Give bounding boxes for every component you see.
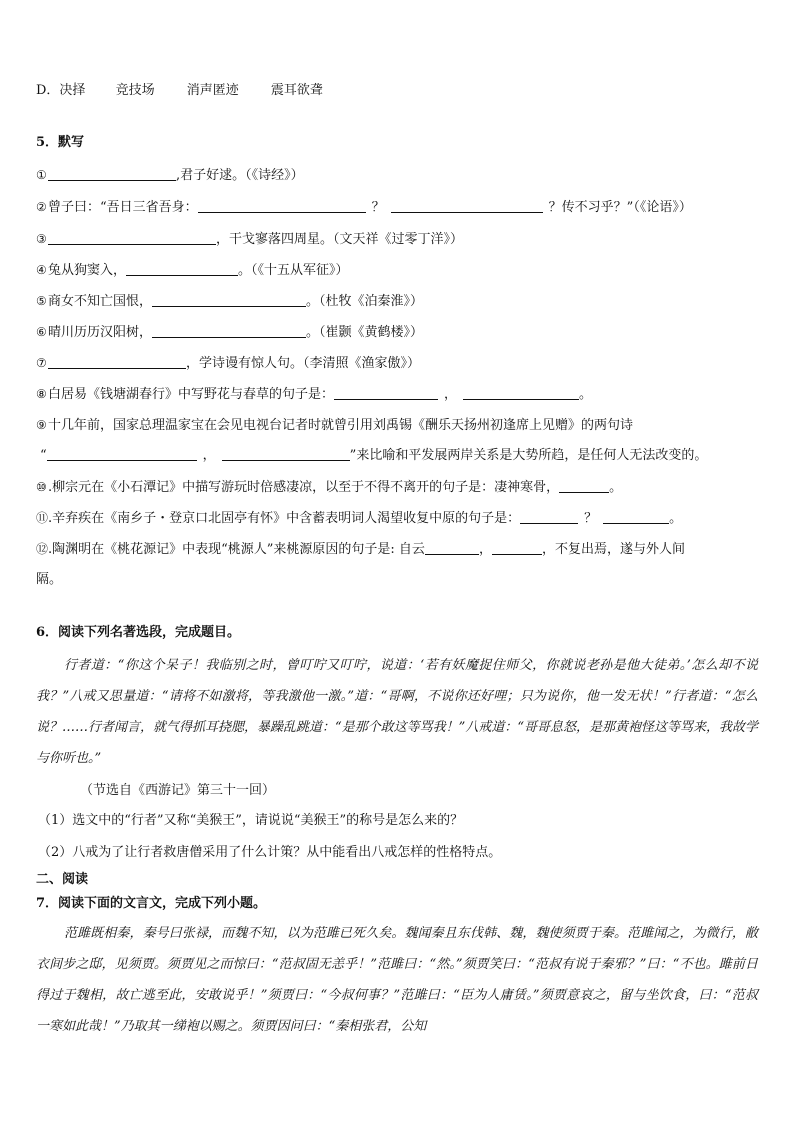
q5-item-4 [36, 261, 349, 280]
answer-blank[interactable] [152, 293, 306, 307]
item-text: ？ [371, 200, 385, 215]
answer-blank[interactable] [559, 479, 609, 493]
item-text: 白居易《钱塘湖春行》中写野花与春草的句子是： [48, 387, 335, 402]
item-number: ② [36, 200, 47, 214]
q5-item-8 [36, 385, 592, 404]
answer-blank[interactable] [198, 199, 366, 213]
answer-blank[interactable] [48, 231, 216, 245]
answer-blank[interactable] [222, 447, 350, 461]
item-text: ，干戈寥落四周星。（文天祥《过零丁洋》） [216, 232, 464, 247]
q7-passage: 范雎既相秦，秦号曰张禄，而魏不知，以为范雎已死久矣。魏闻秦且东伐韩、魏，魏使须贾于秦。范雎闻之，为微行，敝衣间步之邸，见须贾。须贾见之而惊曰：“范叔固无恙乎！”范雎曰：“然。”须贾笑曰：“范叔有说于秦邪？”曰：“不也。雎前日得过于魏相，故亡逃至此，安敢说乎！”须贾曰：“今叔何事？”范雎曰：“臣为人庸赁。”须贾意哀之，留与坐饮食，曰：“范叔一寒如此哉！”乃取其一绨袍以赐之。须贾因问曰：“秦相张君，公知 [36, 926, 758, 1034]
item-text: “ [40, 448, 47, 463]
answer-blank[interactable] [463, 386, 579, 400]
item-text: 。（杜牧《泊秦淮》） [306, 294, 424, 309]
item-text: ”来比喻和平发展两岸关系是大势所趋，是任何人无法改变的。 [349, 448, 708, 463]
q5-item-1 [36, 166, 304, 185]
item-number: ⑧ [36, 387, 47, 401]
item-text: ，不复出焉，遂与外人间 [541, 542, 685, 557]
item-text: .辛弃疾在《南乡子・登京口北固亭有怀》中含蓄表明词人渴望收复中原的句子是： [48, 511, 521, 526]
answer-blank[interactable] [47, 447, 197, 461]
item-text: 晴川历历汉阳树， [48, 325, 153, 340]
item-text: ,君子好逑。（《诗经》） [176, 168, 304, 183]
item-text: ？ [584, 511, 598, 526]
item-number: ⑪ [36, 511, 49, 525]
item-text: ， [202, 448, 216, 463]
q5-item-3 [36, 230, 463, 249]
q6-subquestion-1: （1）选文中的“行者”又称“美猴王”，请说说“美猴王”的称号是怎么来的？ [38, 813, 464, 828]
answer-blank[interactable] [48, 355, 186, 369]
item-text: 。 [669, 511, 683, 526]
q5-item-10 [36, 478, 622, 497]
q5-item-6 [36, 323, 423, 342]
answer-blank[interactable] [334, 386, 438, 400]
item-text: 。（崔颢《黄鹤楼》） [306, 325, 424, 340]
answer-blank[interactable] [391, 199, 543, 213]
item-text: 兔从狗窦入， [48, 263, 127, 278]
answer-blank[interactable] [152, 324, 306, 338]
item-number: ⑦ [36, 356, 47, 370]
q5-item-7 [36, 354, 420, 373]
answer-blank[interactable] [603, 510, 669, 524]
answer-blank[interactable] [126, 262, 238, 276]
q6-subquestion-2: （2）八戒为了让行者救唐僧采用了什么计策？从中能看出八戒怎样的性格特点。 [38, 845, 502, 860]
q5-item-9-line-2 [40, 447, 707, 465]
q5-item-2 [36, 198, 692, 217]
item-number: ⑫ [36, 542, 49, 556]
option-d-row [36, 82, 323, 100]
section-2-title: 二、阅读 [36, 872, 89, 887]
item-number: ⑨ [36, 418, 47, 432]
item-number: ⑤ [36, 294, 47, 308]
option-d-label: D．决择 [36, 83, 86, 98]
item-text: ，学诗谩有惊人句。（李清照《渔家傲》） [186, 356, 421, 371]
answer-blank[interactable] [48, 167, 176, 181]
item-text: 十几年前，国家总理温家宝在会见电视台记者时就曾引用刘禹锡《酬乐天扬州初逢席上见赠》的两句诗 [48, 418, 634, 433]
question-5-heading: 5．默写 [36, 135, 85, 150]
item-number: ③ [36, 232, 47, 246]
option-d-word-4: 震耳欲聋 [270, 83, 323, 98]
q5-item-9 [36, 416, 633, 435]
q6-passage: 行者道：“你这个呆子！我临别之时，曾叮咛又叮咛，说道：‘若有妖魔捉住师父，你就说老孙是他大徒弟。’怎么却不说我？”八戒又思量道：“请将不如激将，等我激他一激。”道：“哥啊，不说你还好哩；只为说你，他一发无状！”行者道：“怎么说？……行者闻言，就气得抓耳挠腮，暴躁乱跳道：“是那个敢这等骂我！”八戒道：“哥哥息怒，是那黄袍怪这等骂来，我故学与你听也。” [36, 658, 758, 766]
item-text: 。 [609, 480, 623, 495]
question-6-heading: 6．阅读下列名著选段，完成题目。 [36, 625, 241, 640]
item-text: .陶渊明在《桃花源记》中表现“桃源人”来桃源原因的句子是: 自云 [48, 542, 425, 557]
item-text: ， [478, 542, 492, 557]
option-d-word-2: 竞技场 [115, 83, 155, 98]
item-text: 曾子曰：“吾日三省吾身： [48, 200, 198, 215]
item-text: .柳宗元在《小石潭记》中描写游玩时倍感凄凉，以至于不得不离开的句子是：凄神寒骨， [48, 480, 560, 495]
option-d-word-3: 消声匿迹 [186, 83, 239, 98]
q5-item-5 [36, 292, 423, 311]
q5-item-12-line-2: 隔。 [36, 572, 63, 587]
question-7-heading: 7．阅读下面的文言文，完成下列小题。 [36, 896, 267, 911]
item-number: ⑥ [36, 325, 47, 339]
item-number: ⑩ [36, 480, 47, 494]
q5-item-12 [36, 540, 685, 559]
item-number: ① [36, 168, 47, 182]
item-number: ④ [36, 263, 47, 277]
answer-blank[interactable] [425, 541, 479, 555]
answer-blank[interactable] [520, 510, 578, 524]
q6-source: （节选自《西游记》第三十一回） [80, 783, 276, 798]
item-text: 。（《十五从军征》） [238, 263, 349, 278]
item-text: ？传不习乎？”（《论语》） [548, 200, 692, 215]
item-text: 。 [579, 387, 593, 402]
item-text: ， [444, 387, 458, 402]
item-text: 商女不知亡国恨， [48, 294, 153, 309]
answer-blank[interactable] [492, 541, 542, 555]
q5-item-11 [36, 509, 682, 528]
